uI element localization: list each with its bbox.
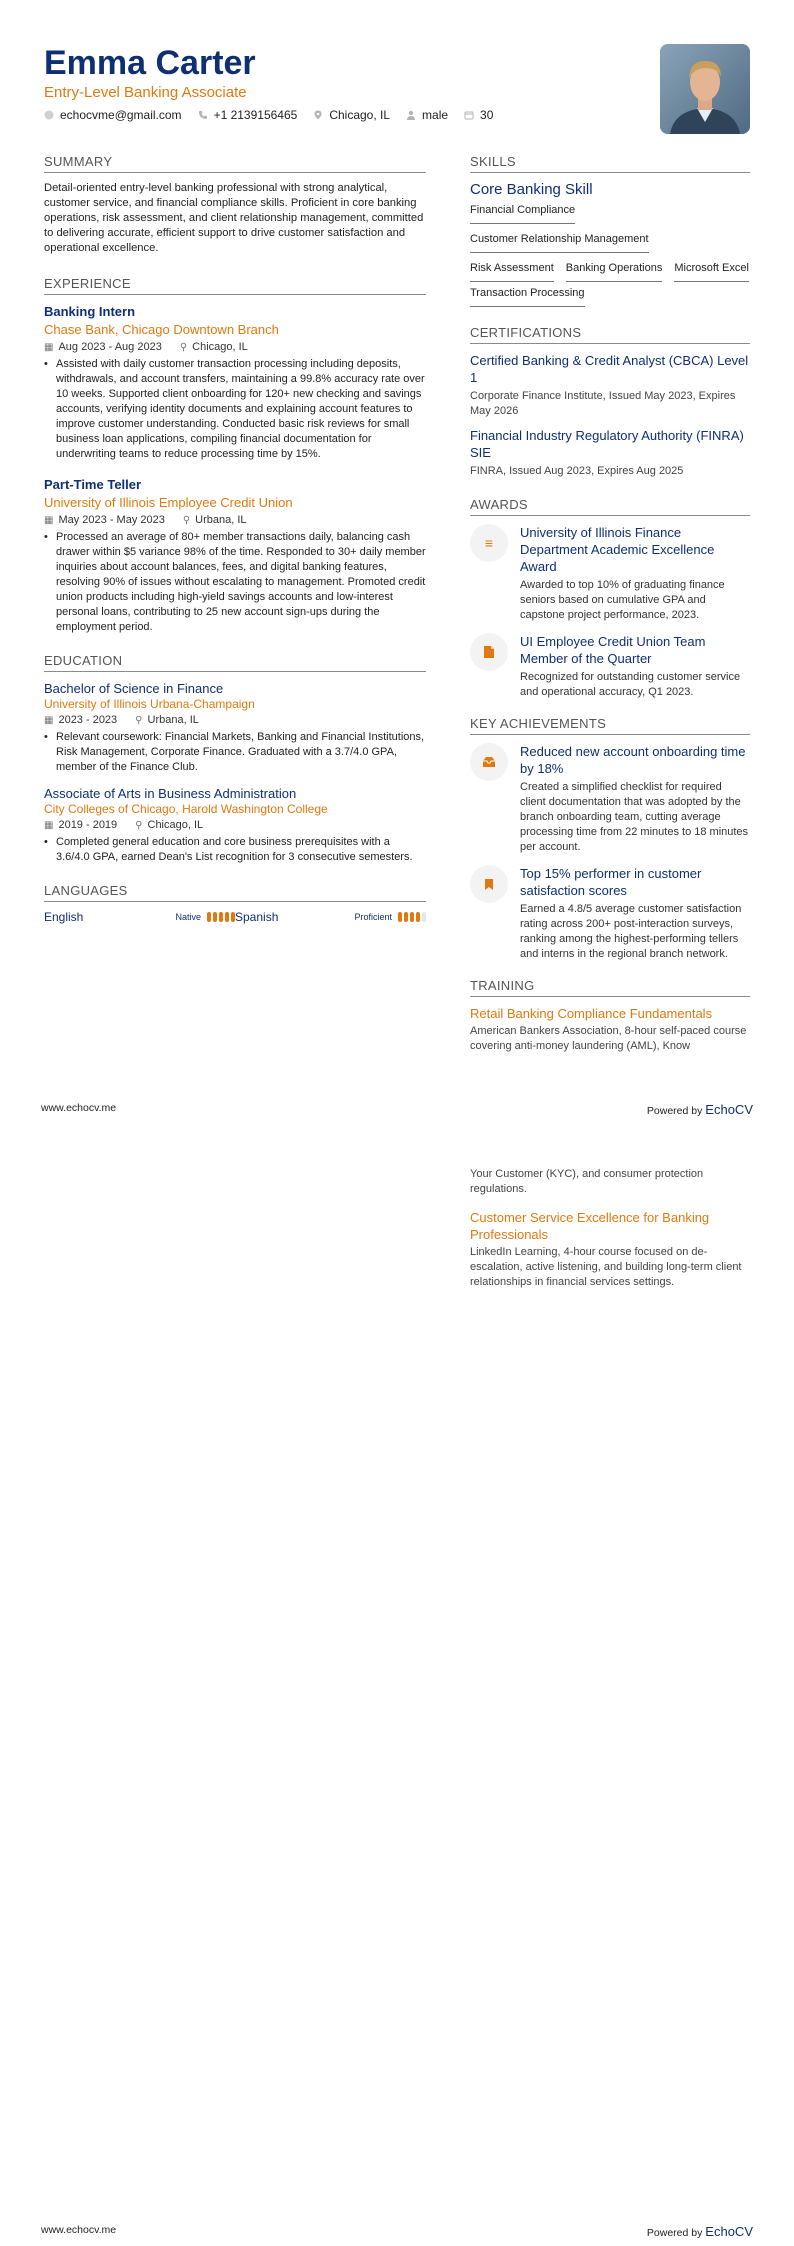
location-pin-icon: ⚲ bbox=[135, 819, 143, 831]
award-item bbox=[470, 524, 750, 623]
skill-item: Financial Compliance bbox=[470, 203, 575, 224]
page-footer bbox=[41, 1102, 753, 1117]
skills-heading: SKILLS bbox=[470, 154, 750, 173]
email-icon bbox=[44, 110, 54, 120]
achievement-item bbox=[470, 743, 750, 855]
footer-powered bbox=[647, 2224, 753, 2239]
calendar-icon: ▦ bbox=[44, 514, 54, 526]
training-item bbox=[470, 1209, 750, 1290]
education-heading: EDUCATION bbox=[44, 653, 426, 672]
certification-title: Financial Industry Regulatory Authority (FINRA) SIE bbox=[470, 428, 744, 460]
languages-heading: LANGUAGES bbox=[44, 883, 426, 902]
location-pin-icon: ⚲ bbox=[179, 341, 188, 353]
powered-by-text: Powered by bbox=[646, 2227, 703, 2239]
certification-details: Corporate Finance Institute, Issued May 2023, Expires May 2026 bbox=[470, 390, 736, 417]
bookmark-icon bbox=[470, 865, 508, 903]
contact-email[interactable] bbox=[44, 108, 182, 122]
education-dates: 2023 - 2023 bbox=[58, 714, 118, 726]
certification-item bbox=[470, 352, 750, 419]
experience-item bbox=[44, 303, 426, 462]
rating-dot bbox=[207, 912, 211, 922]
education-item bbox=[44, 785, 426, 865]
rating-dot bbox=[410, 912, 414, 922]
job-dates: May 2023 - May 2023 bbox=[58, 514, 165, 526]
experience-item bbox=[44, 476, 426, 635]
skill-item: Transaction Processing bbox=[470, 286, 585, 307]
job-meta bbox=[44, 341, 426, 353]
skill-item: Microsoft Excel bbox=[674, 261, 749, 282]
candidate-name: Emma Carter bbox=[44, 44, 256, 82]
right-column bbox=[470, 154, 750, 1054]
contact-row bbox=[44, 108, 493, 122]
calendar-icon: ▦ bbox=[44, 714, 54, 726]
location-pin-icon bbox=[313, 110, 323, 120]
skill-item: Banking Operations bbox=[566, 261, 663, 282]
training-title: Customer Service Excellence for Banking Professionals bbox=[470, 1210, 710, 1242]
rating-dot bbox=[225, 912, 229, 922]
rating-dot bbox=[404, 912, 408, 922]
calendar-icon: ▦ bbox=[44, 819, 54, 831]
certifications-heading: CERTIFICATIONS bbox=[470, 325, 750, 344]
education-location: Chicago, IL bbox=[147, 819, 204, 831]
certification-item bbox=[470, 427, 750, 479]
skills-group-title: Core Banking Skill bbox=[470, 181, 593, 198]
rating-dot bbox=[398, 912, 402, 922]
rating-dot bbox=[416, 912, 420, 922]
profile-photo bbox=[660, 44, 750, 134]
person-icon bbox=[406, 110, 416, 120]
school-name: University of Illinois Urbana-Champaign bbox=[44, 697, 255, 711]
award-title: University of Illinois Finance Department Academic Excellence Award bbox=[520, 525, 715, 574]
training-title: Retail Banking Compliance Fundamentals bbox=[470, 1006, 713, 1021]
degree-title: Associate of Arts in Business Administration bbox=[44, 786, 297, 801]
calendar-icon: ▦ bbox=[44, 341, 54, 353]
award-description: Awarded to top 10% of graduating finance seniors based on cumulative GPA and capstone project performance, 2023. bbox=[520, 579, 725, 621]
training-item bbox=[470, 1005, 750, 1054]
education-meta bbox=[44, 714, 426, 726]
footer-powered bbox=[647, 1102, 753, 1117]
award-item bbox=[470, 633, 750, 700]
contact-age bbox=[464, 108, 493, 122]
language-name: Spanish bbox=[235, 910, 279, 924]
award-title: UI Employee Credit Union Team Member of the Quarter bbox=[520, 634, 706, 666]
education-description: • Relevant coursework: Financial Markets, Banking and Financial Institutions, Risk Management, Corporate Finance. Graduated with a 3.7/4.0 GPA, member of the Finance Club. bbox=[44, 730, 426, 775]
language-item bbox=[235, 910, 426, 924]
footer-site-link[interactable]: www.echocv.me bbox=[41, 1102, 117, 1114]
rating-dot bbox=[213, 912, 217, 922]
inbox-icon bbox=[470, 743, 508, 781]
training-description: American Bankers Association, 8-hour self-paced course covering anti-money laundering (AML), Know bbox=[470, 1025, 747, 1052]
right-column-continued bbox=[470, 1165, 750, 1290]
job-location: Chicago, IL bbox=[192, 341, 248, 353]
list-icon: ≡ bbox=[470, 524, 508, 562]
achievement-description: Created a simplified checklist for required client documentation that was adopted by the branch onboarding team, cutting average processing time from 22 minutes to 18 minutes per account. bbox=[520, 781, 749, 853]
training-heading: TRAINING bbox=[470, 978, 750, 997]
certification-details: FINRA, Issued Aug 2023, Expires Aug 2025 bbox=[470, 465, 684, 477]
job-meta bbox=[44, 514, 426, 526]
skill-item: Customer Relationship Management bbox=[470, 232, 649, 253]
phone-icon bbox=[198, 110, 208, 120]
awards-heading: AWARDS bbox=[470, 497, 750, 516]
job-description: • Assisted with daily customer transaction processing including deposits, withdrawals, and account transfers, maintaining a 99.8% accuracy rate over 10 weeks. Supported client onboarding for 120+ new checking and savings accounts, verifying identity documents and explaining account features to improve customer understanding. Conducted basic risk reviews for small business loan applications, compiling financial documentation for underwriting teams to reduce processing time by 15%. bbox=[44, 357, 426, 462]
job-title: Banking Intern bbox=[44, 304, 136, 319]
echocv-logo[interactable]: EchoCV bbox=[705, 2224, 753, 2239]
resume-header bbox=[44, 44, 750, 136]
skill-item: Risk Assessment bbox=[470, 261, 554, 282]
degree-title: Bachelor of Science in Finance bbox=[44, 681, 224, 696]
summary-text: Detail-oriented entry-level banking professional with strong analytical, customer service, and financial compliance skills. Proficient in core banking operations, risk assessment, and client relationship management, committed to delivering accurate, efficient support to drive customer satisfaction and operational excellence. bbox=[44, 182, 424, 254]
achievement-item bbox=[470, 865, 750, 962]
language-level: Native bbox=[175, 912, 201, 922]
echocv-logo[interactable]: EchoCV bbox=[705, 1102, 753, 1117]
contact-gender bbox=[406, 108, 448, 122]
education-dates: 2019 - 2019 bbox=[58, 819, 118, 831]
skills-list bbox=[470, 203, 750, 307]
age-text: 30 bbox=[480, 108, 494, 122]
contact-location bbox=[313, 108, 390, 122]
summary-heading: SUMMARY bbox=[44, 154, 426, 173]
candidate-role: Entry-Level Banking Associate bbox=[44, 84, 247, 101]
education-location: Urbana, IL bbox=[147, 714, 199, 726]
languages-list bbox=[44, 910, 426, 924]
education-description: • Completed general education and core business prerequisites with a 3.6/4.0 GPA, earned Dean's List recognition for 3 consecutive semesters. bbox=[44, 835, 426, 865]
resume-page-2 bbox=[0, 1123, 794, 2246]
document-icon bbox=[470, 633, 508, 671]
education-item bbox=[44, 680, 426, 775]
rating-dot bbox=[219, 912, 223, 922]
education-meta bbox=[44, 819, 426, 831]
job-dates: Aug 2023 - Aug 2023 bbox=[58, 341, 162, 353]
location-pin-icon: ⚲ bbox=[182, 514, 191, 526]
language-rating bbox=[398, 912, 426, 922]
footer-site-link[interactable]: www.echocv.me bbox=[41, 2224, 117, 2236]
email-text: echocvme@gmail.com bbox=[60, 108, 182, 122]
page-footer bbox=[41, 2224, 753, 2239]
award-description: Recognized for outstanding customer service and operational accuracy, Q1 2023. bbox=[520, 671, 741, 698]
location-pin-icon: ⚲ bbox=[135, 714, 143, 726]
job-description: • Processed an average of 80+ member transactions daily, balancing cash drawer within $5 variance 98% of the time. Responded to 30+ daily member inquiries about account balances, fees, and digital banking features, resolving 90% of issues without escalating to management. Promoted credit union products including high-yield savings accounts and low-interest personal loans, contributing to 25 new account sign-ups during the employment period. bbox=[44, 530, 426, 635]
language-rating bbox=[207, 912, 235, 922]
certification-title: Certified Banking & Credit Analyst (CBCA) Level 1 bbox=[470, 353, 749, 385]
phone-text: +1 2139156465 bbox=[213, 108, 298, 122]
company-name: University of Illinois Employee Credit Union bbox=[44, 495, 293, 510]
training-description-continued: Your Customer (KYC), and consumer protection regulations. bbox=[470, 1168, 704, 1195]
powered-by-text: Powered by bbox=[646, 1105, 703, 1117]
achievements-heading: KEY ACHIEVEMENTS bbox=[470, 716, 750, 735]
profile-photo-image bbox=[660, 44, 750, 134]
job-title: Part-Time Teller bbox=[44, 477, 142, 492]
left-column bbox=[44, 154, 426, 924]
gender-text: male bbox=[422, 108, 449, 122]
contact-phone[interactable] bbox=[198, 108, 298, 122]
training-description: LinkedIn Learning, 4-hour course focused on de-escalation, active listening, and building long-term client relationships in financial services settings. bbox=[470, 1246, 742, 1288]
language-name: English bbox=[44, 910, 84, 924]
location-text: Chicago, IL bbox=[329, 108, 391, 122]
achievement-description: Earned a 4.8/5 average customer satisfaction rating across 200+ post-interaction surveys, ranking among the highest-performing tellers and interns in the regional branch network. bbox=[520, 903, 742, 960]
rating-dot bbox=[422, 912, 426, 922]
job-location: Urbana, IL bbox=[195, 514, 247, 526]
achievement-title: Top 15% performer in customer satisfaction scores bbox=[520, 866, 702, 898]
language-item bbox=[44, 910, 235, 924]
language-level: Proficient bbox=[354, 912, 392, 922]
company-name: Chase Bank, Chicago Downtown Branch bbox=[44, 322, 279, 337]
experience-heading: EXPERIENCE bbox=[44, 276, 426, 295]
school-name: City Colleges of Chicago, Harold Washington College bbox=[44, 802, 328, 816]
calendar-icon bbox=[464, 110, 474, 120]
achievement-title: Reduced new account onboarding time by 18% bbox=[520, 744, 746, 776]
